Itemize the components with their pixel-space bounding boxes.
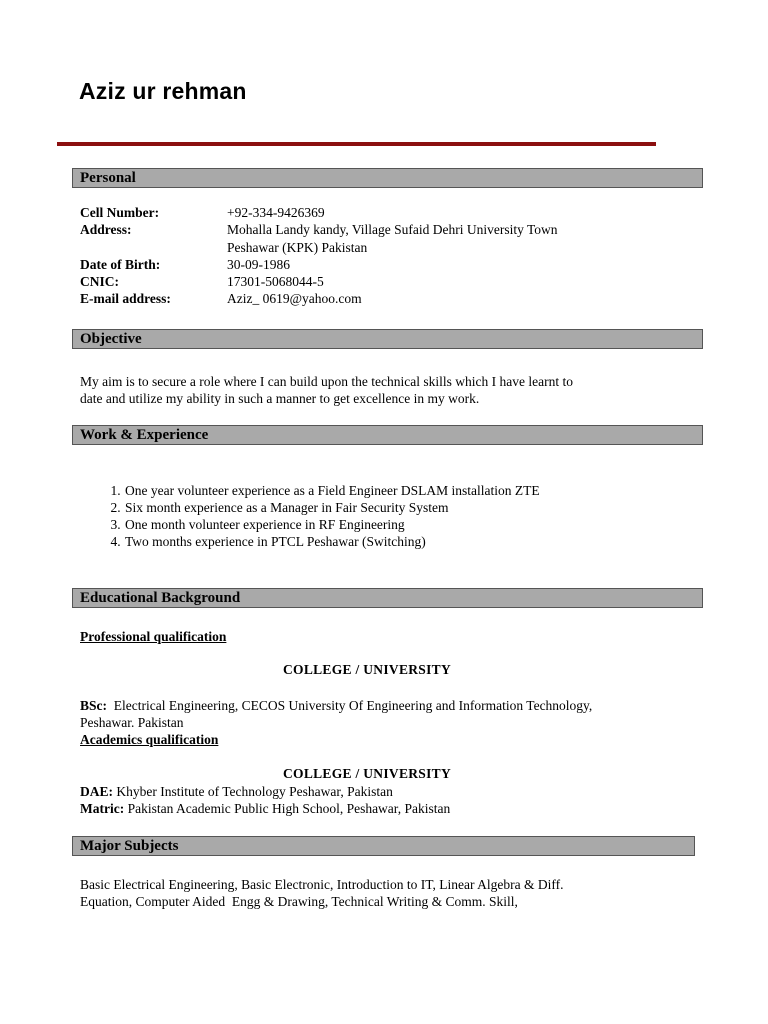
matric-text: Pakistan Academic Public High School, Peshawar, Pakistan (124, 801, 451, 816)
cnic-value: 17301-5068044-5 (227, 274, 324, 289)
work-item: 1. One year volunteer experience as a Field Engineer DSLAM installation ZTE (124, 482, 540, 499)
cell-value: +92-334-9426369 (227, 205, 325, 220)
subjects-line2: Equation, Computer Aided Engg & Drawing, Technical Writing & Comm. Skill, (80, 894, 518, 909)
work-item: 3. One month volunteer experience in RF Engineering (124, 516, 540, 533)
matric-label: Matric: (80, 801, 125, 816)
objective-line1: My aim is to secure a role where I can build upon the technical skills which I have learnt to (80, 374, 573, 389)
email-label: E-mail address: (80, 291, 171, 306)
section-header-work: Work & Experience (72, 425, 703, 445)
dae-line (80, 783, 680, 800)
college-heading: COLLEGE / UNIVERSITY (282, 662, 452, 677)
objective-line2: date and utilize my ability in such a manner to get excellence in my work. (80, 391, 480, 406)
dae-label: DAE: (80, 784, 113, 799)
dob-label: Date of Birth: (80, 257, 161, 272)
academics-heading: Academics qualification (80, 732, 219, 747)
email-value: Aziz_ 0619@yahoo.com (227, 291, 362, 306)
work-list (80, 482, 540, 550)
bsc-text: Electrical Engineering, CECOS University Of Engineering and Information Technology, (107, 698, 593, 713)
section-header-education: Educational Background (72, 588, 703, 608)
section-header-personal: Personal (72, 168, 703, 188)
cell-label: Cell Number: (80, 205, 160, 220)
bsc-line2: Peshawar. Pakistan (80, 715, 184, 730)
work-item: 4. Two months experience in PTCL Peshawar (Switching) (124, 533, 540, 550)
matric-line (80, 800, 680, 817)
candidate-name: Aziz ur rehman (79, 78, 247, 104)
header-rule (57, 142, 656, 146)
address-label: Address: (80, 222, 132, 237)
cnic-label: CNIC: (80, 274, 119, 289)
professional-heading: Professional qualification (80, 629, 227, 644)
section-header-objective: Objective (72, 329, 703, 349)
subjects-line1: Basic Electrical Engineering, Basic Electronic, Introduction to IT, Linear Algebra & Diff. (80, 877, 564, 892)
college-heading: COLLEGE / UNIVERSITY (282, 766, 452, 781)
work-item: 2. Six month experience as a Manager in Fair Security System (124, 499, 540, 516)
bsc-label: BSc: (80, 698, 107, 713)
dob-value: 30-09-1986 (227, 257, 290, 272)
section-header-subjects: Major Subjects (72, 836, 695, 856)
address-line2: Peshawar (KPK) Pakistan (227, 240, 368, 255)
dae-text: Khyber Institute of Technology Peshawar, Pakistan (113, 784, 393, 799)
bsc-line1 (80, 697, 720, 714)
address-line1: Mohalla Landy kandy, Village Sufaid Dehri University Town (227, 222, 558, 237)
